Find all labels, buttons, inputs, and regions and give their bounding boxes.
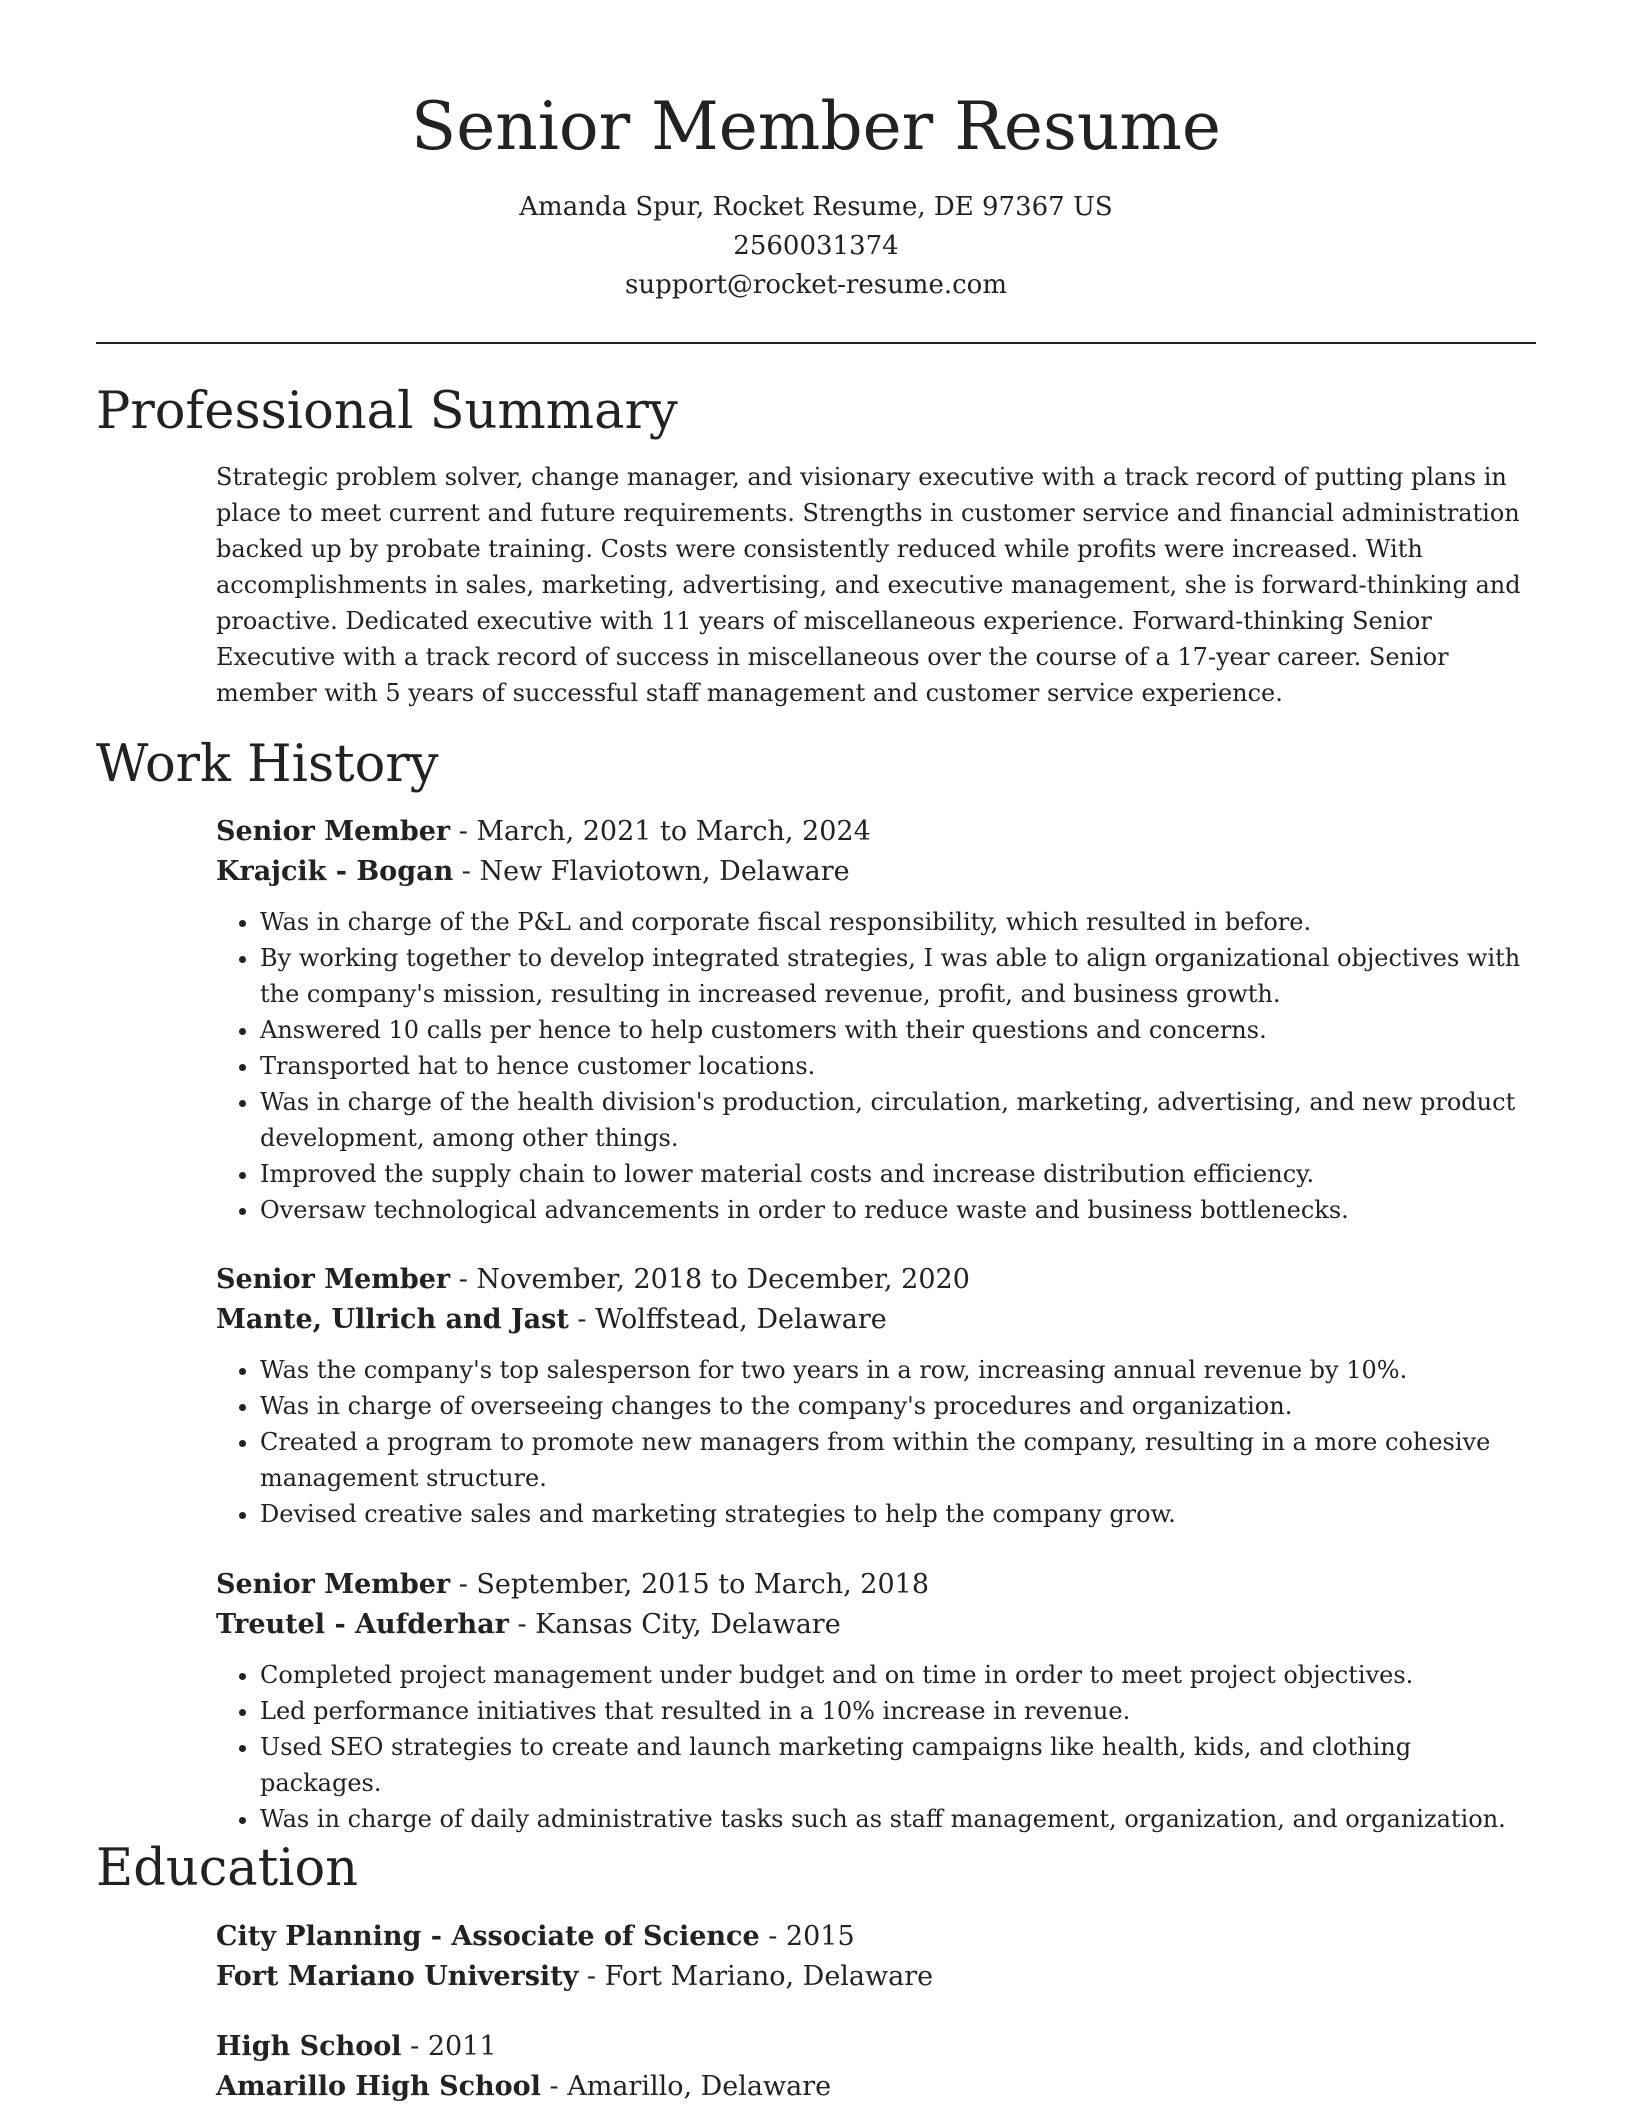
job-bullet: • Devised creative sales and marketing strategies to help the company grow. xyxy=(260,1496,1536,1532)
job-bullet: • Was the company's top salesperson for two years in a row, increasing annual revenue by 10%. xyxy=(260,1352,1536,1388)
job-entry xyxy=(216,812,1536,1228)
contact-phone: 2560031374 xyxy=(733,231,899,261)
job-dates: - September, 2015 to March, 2018 xyxy=(450,1569,929,1600)
education-degree-line xyxy=(216,1917,1536,1957)
education-entry xyxy=(216,1917,1536,1997)
job-company: Mante, Ullrich and Jast xyxy=(216,1304,569,1335)
job-bullet: • Improved the supply chain to lower material costs and increase distribution efficiency. xyxy=(260,1156,1536,1192)
contact-block xyxy=(0,188,1632,305)
contact-address: Amanda Spur, Rocket Resume, DE 97367 US xyxy=(519,192,1113,222)
job-bullets xyxy=(216,1352,1536,1532)
summary-text: Strategic problem solver, change manager, and visionary executive with a track record of putting plans in place to meet current and future requirements. Strengths in customer service and financial administration backed up by probate training. Costs were consistently reduced while profits were increased. With accomplishments in sales, marketing, advertising, and executive management, she is forward-thinking and proactive. Dedicated executive with 11 years of miscellaneous experience. Forward-thinking Senior Executive with a track record of success in miscellaneous over the course of a 17-year career. Senior member with 5 years of successful staff management and customer service experience. xyxy=(216,463,1521,707)
job-bullet: • Was in charge of the health division's production, circulation, marketing, advertising, and new product development, among other things. xyxy=(260,1084,1536,1156)
job-bullet: • Was in charge of the P&L and corporate fiscal responsibility, which resulted in before. xyxy=(260,904,1536,940)
job-title-line xyxy=(216,812,1536,852)
education-year: - 2011 xyxy=(401,2031,497,2062)
job-company-line xyxy=(216,1300,1536,1340)
summary-heading: Professional Summary xyxy=(96,382,678,441)
education-entry xyxy=(216,2027,1536,2107)
education-school: Fort Mariano University xyxy=(216,1961,579,1992)
education-school-line xyxy=(216,2067,1536,2107)
job-bullet: • Used SEO strategies to create and launch marketing campaigns like health, kids, and clothing packages. xyxy=(260,1729,1536,1801)
job-title-line xyxy=(216,1260,1536,1300)
job-title: Senior Member xyxy=(216,816,451,847)
job-entry xyxy=(216,1260,1536,1532)
job-title: Senior Member xyxy=(216,1264,451,1295)
job-bullets xyxy=(216,904,1536,1228)
job-bullet: • Transported hat to hence customer locations. xyxy=(260,1048,1536,1084)
job-bullet: • Was in charge of overseeing changes to the company's procedures and organization. xyxy=(260,1388,1536,1424)
education-degree: City Planning - Associate of Science xyxy=(216,1921,760,1952)
job-bullets xyxy=(216,1657,1536,1837)
education-location: - Amarillo, Delaware xyxy=(540,2071,832,2102)
job-bullet: • Answered 10 calls per hence to help customers with their questions and concerns. xyxy=(260,1012,1536,1048)
job-location: - Kansas City, Delaware xyxy=(508,1609,841,1640)
education-school: Amarillo High School xyxy=(216,2071,541,2102)
job-bullet: • By working together to develop integrated strategies, I was able to align organizational objectives with the company's mission, resulting in increased revenue, profit, and business growth. xyxy=(260,940,1536,1012)
job-company-line xyxy=(216,1605,1536,1645)
education-year: - 2015 xyxy=(759,1921,855,1952)
job-bullet: • Oversaw technological advancements in order to reduce waste and business bottlenecks. xyxy=(260,1192,1536,1228)
job-company: Krajcik - Bogan xyxy=(216,856,454,887)
contact-email: support@rocket-resume.com xyxy=(624,270,1007,300)
job-bullet: • Created a program to promote new managers from within the company, resulting in a more cohesive management structure. xyxy=(260,1424,1536,1496)
header-divider xyxy=(96,342,1536,344)
job-entry xyxy=(216,1565,1536,1837)
work-history-heading: Work History xyxy=(96,735,439,794)
education-degree: High School xyxy=(216,2031,402,2062)
job-company-line xyxy=(216,852,1536,892)
resume-title: Senior Member Resume xyxy=(411,88,1221,165)
job-bullet: • Was in charge of daily administrative tasks such as staff management, organization, and organization. xyxy=(260,1801,1536,1837)
job-dates: - November, 2018 to December, 2020 xyxy=(450,1264,970,1295)
job-title-line xyxy=(216,1565,1536,1605)
resume-header xyxy=(0,82,1632,305)
job-bullet: • Led performance initiatives that resulted in a 10% increase in revenue. xyxy=(260,1693,1536,1729)
job-company: Treutel - Aufderhar xyxy=(216,1609,509,1640)
job-dates: - March, 2021 to March, 2024 xyxy=(450,816,871,847)
job-bullet: • Completed project management under budget and on time in order to meet project objectives. xyxy=(260,1657,1536,1693)
education-degree-line xyxy=(216,2027,1536,2067)
job-location: - Wolffstead, Delaware xyxy=(568,1304,887,1335)
education-location: - Fort Mariano, Delaware xyxy=(578,1961,934,1992)
job-location: - New Flaviotown, Delaware xyxy=(453,856,850,887)
job-title: Senior Member xyxy=(216,1569,451,1600)
education-heading: Education xyxy=(96,1839,359,1898)
education-school-line xyxy=(216,1957,1536,1997)
